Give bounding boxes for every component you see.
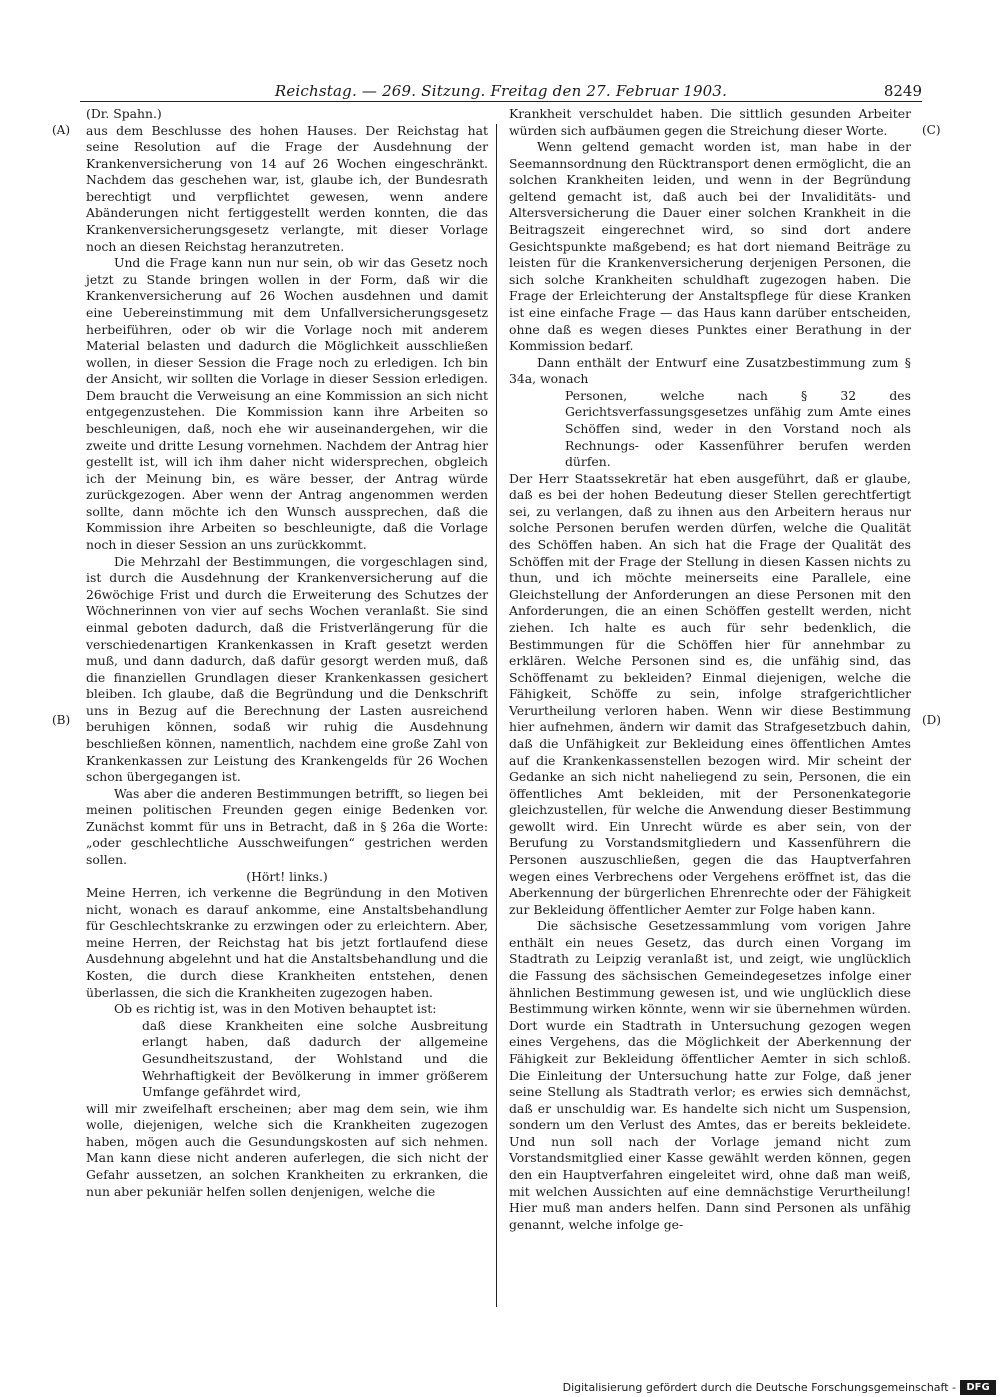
left-column <box>86 106 488 1200</box>
margin-marker-a: (A) <box>52 123 71 137</box>
margin-marker-c: (C) <box>922 123 941 137</box>
paragraph: Die Mehrzahl der Bestimmungen, die vorgeschlagen sind, ist durch die Ausdehnung der Krankenversicherung auf die 26wöchige Frist und durch die Erweiterung des Schutzes der Wöchnerinnen von vier auf sechs Wochen veranlaßt. Sie sind einmal geboten dadurch, daß die Fristverlängerung für die verschiedenartigen Krankenkassen in Kraft gesetzt werden muß, und dann dadurch, daß dafür gesorgt werden muß, daß die finanziellen Grundlagen dieser Krankenkassen gesichert bleiben. Ich glaube, daß die Begründung und die Denkschrift uns in Bezug auf die Berechnung der Lasten ausreichend beruhigen können, sodaß wir ruhig die Ausdehnung beschließen können, namentlich, nachdem eine große Zahl von Krankenkassen zur Leistung des Krankengelds für 26 Wochen schon übergegangen ist. <box>86 553 488 785</box>
paragraph: Was aber die anderen Bestimmungen betrifft, so liegen bei meinen politischen Freunden gegen einige Bedenken vor. Zunächst kommt für uns in Betracht, daß in § 26a die Worte: „oder geschlechtliche Ausschweifungen“ gestrichen werden sollen. <box>86 785 488 868</box>
digitization-credit: Digitalisierung gefördert durch die Deutsche Forschungsgemeinschaft - <box>562 1381 956 1394</box>
paragraph: Meine Herren, ich verkenne die Begründung in den Motiven nicht, wonach es darauf ankomme, eine Anstaltsbehandlung für Geschlechtskranke zu erzwingen oder zu erleichtern. Aber, meine Herren, der Reichstag hat bis jetzt fortlaufend diese Ausdehnung abgelehnt und hat die Anstaltsbehandlung und die Kosten, die durch diese Krankheiten entstehen, denen überlassen, die sich die Krankheiten zugezogen haben. <box>86 885 488 1000</box>
paragraph: Die sächsische Gesetzessammlung vom vorigen Jahre enthält ein neues Gesetz, das durch einen Vorgang im Stadtrath zu Leipzig veranlaßt ist, und zeigt, wie unglücklich die Fassung des sächsischen Gemeindegesetzes infolge einer ähnlichen Bestimmung gewesen ist, und wie unglücklich diese Bestimmung wirken könnte, wenn wir sie übernehmen würden. Dort wurde ein Stadtrath in Untersuchung gezogen wegen eines Vergehens, das die Möglichkeit der Aberkennung der Fähigkeit zur Bekleidung öffentlicher Aemter in sich schloß. Die Einleitung der Untersuchung hatte zur Folge, daß jener seine Stellung als Stadtrath verlor; es erwies sich demnächst, daß er unschuldig war. Es handelte sich nicht um Suspension, sondern um den Verlust des Amtes, das er bereits bekleidete. Und nun soll nach der Vorlage jemand nicht zum Vorstandsmitglied einer Kasse gewählt werden können, gegen den ein Hauptverfahren eingeleitet wird, ohne daß man weiß, mit welchen Aussichten auf eine demnächstige Verurtheilung! Hier muß man anders helfen. Dann sind Personen als unfähig genannt, welche infolge ge- <box>509 918 911 1232</box>
speaker-label: (Dr. Spahn.) <box>86 106 162 121</box>
paragraph: Dann enthält der Entwurf eine Zusatzbestimmung zum § 34a, wonach <box>509 354 911 387</box>
paragraph: will mir zweifelhaft erscheinen; aber mag dem sein, wie ihm wolle, diejenigen, welche sich die Krankheiten zugezogen haben, mögen auch die Gesundungskosten auf sich nehmen. Man kann diese nicht anderen auferlegen, die sich nicht der Gefahr aussetzen, an solchen Krankheiten zu erkranken, die nun aber pekuniär helfen sollen denjenigen, welche die <box>86 1100 488 1199</box>
margin-marker-d: (D) <box>922 713 941 727</box>
block-quote: Personen, welche nach § 32 des Gerichtsverfassungsgesetzes unfähig zum Amte eines Schöffen sind, weder in den Vorstand noch als Rechnungs- oder Kassenführer berufen werden dürfen. <box>565 387 911 470</box>
interjection: (Hört! links.) <box>246 868 328 884</box>
right-column <box>509 106 911 1233</box>
header-rule <box>80 101 922 102</box>
column-divider <box>496 124 497 1307</box>
paragraph: Wenn geltend gemacht worden ist, man habe in der Seemannsordnung den Rücktransport denen ermöglicht, die an solchen Krankheiten leiden, und wenn in der Begründung geltend gemacht ist, daß auch bei der Invaliditäts- und Altersversicherung die Dauer einer solchen Krankheit in die Beitragszeit eingerechnet wird, so sind dort andere Gesichtspunkte maßgebend; es hat dort niemand Beiträge zu leisten für die Krankenversicherung derjenigen Personen, die sich solche Krankheiten schuldhaft zugezogen haben. Die Frage der Erleichterung der Anstaltspflege für diese Kranken ist eine einfache Frage — das Haus kann darüber entscheiden, ohne daß es wegen dieses Punktes einer Berathung in der Kommission bedarf. <box>509 139 911 354</box>
page-number: 8249 <box>883 82 922 100</box>
margin-marker-b: (B) <box>52 713 71 727</box>
footer <box>0 1378 1000 1397</box>
paragraph: aus dem Beschlusse des hohen Hauses. Der Reichstag hat seine Resolution auf die Frage der Ausdehnung der Krankenversicherung von 14 auf 26 Wochen eingeschränkt. Nachdem das geschehen war, ist, glaube ich, der Bundesrath berechtigt und verpflichtet gewesen, wenn andere Abänderungen nicht fertiggestellt werden konnten, die das Krankenversicherungsgesetz verlangte, mit dieser Vorlage noch an diesen Reichstag heranzutreten. <box>86 122 488 254</box>
running-header <box>80 80 922 102</box>
paragraph: Krankheit verschuldet haben. Die sittlich gesunden Arbeiter würden sich aufbäumen gegen die Streichung dieser Worte. <box>509 106 911 138</box>
paragraph: Der Herr Staatssekretär hat eben ausgeführt, daß er glaube, daß es bei der hohen Bedeutung dieser Stellen gerechtfertigt sei, zu verlangen, daß zu ihnen aus den Arbeitern heraus nur solche Personen berufen werden dürfen, welche die Qualität des Schöffen haben. An sich hat die Frage der Qualität des Schöffen mit der Frage der Stellung in diesen Kassen nichts zu thun, und ich möchte meinerseits eine Parallele, eine Gleichstellung der Anforderungen an diese Personen mit den Anforderungen, die an einen Schöffen gestellt werden, nicht ziehen. Ich halte es auch für sehr bedenklich, die Bestimmungen für die Schöffen hier für annehmbar zu erklären. Welche Personen sind es, die unfähig sind, das Schöffenamt zu bekleiden? Einmal diejenigen, welche die Fähigkeit, Schöffe zu sein, infolge strafgerichtlicher Verurtheilung verloren haben. Wenn wir diese Bestimmung hier aufnehmen, ändern wir damit das Strafgesetzbuch dahin, daß die Unfähigkeit zur Bekleidung eines öffentlichen Amtes auf die Krankenkassenstellen bezogen wird. Mir scheint der Gedanke an sich nicht naheliegend zu sein, Personen, die ein öffentliches Amt bekleiden, mit der Personenkategorie gleichzustellen, für welche die Anwendung dieser Bestimmung gewollt wird. Ein Unrecht würde es aber sein, von der Berufung zu Vorstandsmitgliedern und Kassenführern die Personen auszuschließen, gegen die das Hauptverfahren wegen eines Verbrechens oder Vergehens eröffnet ist, das die Aberkennung der bürgerlichen Ehrenrechte oder der Fähigkeit zur Bekleidung öffentlicher Aemter zur Folge haben kann. <box>509 470 911 917</box>
dfg-logo: DFG <box>960 1380 996 1395</box>
paragraph: Und die Frage kann nun nur sein, ob wir das Gesetz noch jetzt zu Stande bringen wollen in der Form, daß wir die Krankenversicherung auf 26 Wochen ausdehnen und damit eine Uebereinstimmung mit dem Unfallversicherungsgesetz herbeiführen, oder ob wir die Vorlage noch mit anderem Material belasten und dadurch die Möglichkeit ausschließen wollen, in dieser Session die Frage noch zu erledigen. Ich bin der Ansicht, wir sollten die Vorlage in dieser Session erledigen. Dem braucht die Verweisung an eine Kommission an sich nicht entgegenzustehen. Die Kommission kann ihre Arbeiten so beschleunigen, daß, noch ehe wir auseinandergehen, wir die zweite und dritte Lesung vornehmen. Nachdem der Antrag hier gestellt ist, will ich ihm daher nicht widersprechen, obgleich ich der Meinung bin, es wäre besser, der Antrag würde zurückgezogen. Aber wenn der Antrag angenommen werden sollte, dann möchte ich den Wunsch aussprechen, daß die Kommission ihre Arbeiten so beschleunigte, daß die Vorlage noch in dieser Session an uns zurückkommt. <box>86 255 488 553</box>
header-title: Reichstag. — 269. Sitzung. Freitag den 27. Februar 1903. <box>274 82 728 100</box>
paragraph: Ob es richtig ist, was in den Motiven behauptet ist: <box>114 1001 437 1017</box>
block-quote: daß diese Krankheiten eine solche Ausbreitung erlangt haben, daß dadurch der allgemeine Gesundheitszustand, der Wohlstand und die Wehrhaftigkeit der Bevölkerung in immer größerem Umfange gefährdet wird, <box>142 1017 488 1100</box>
